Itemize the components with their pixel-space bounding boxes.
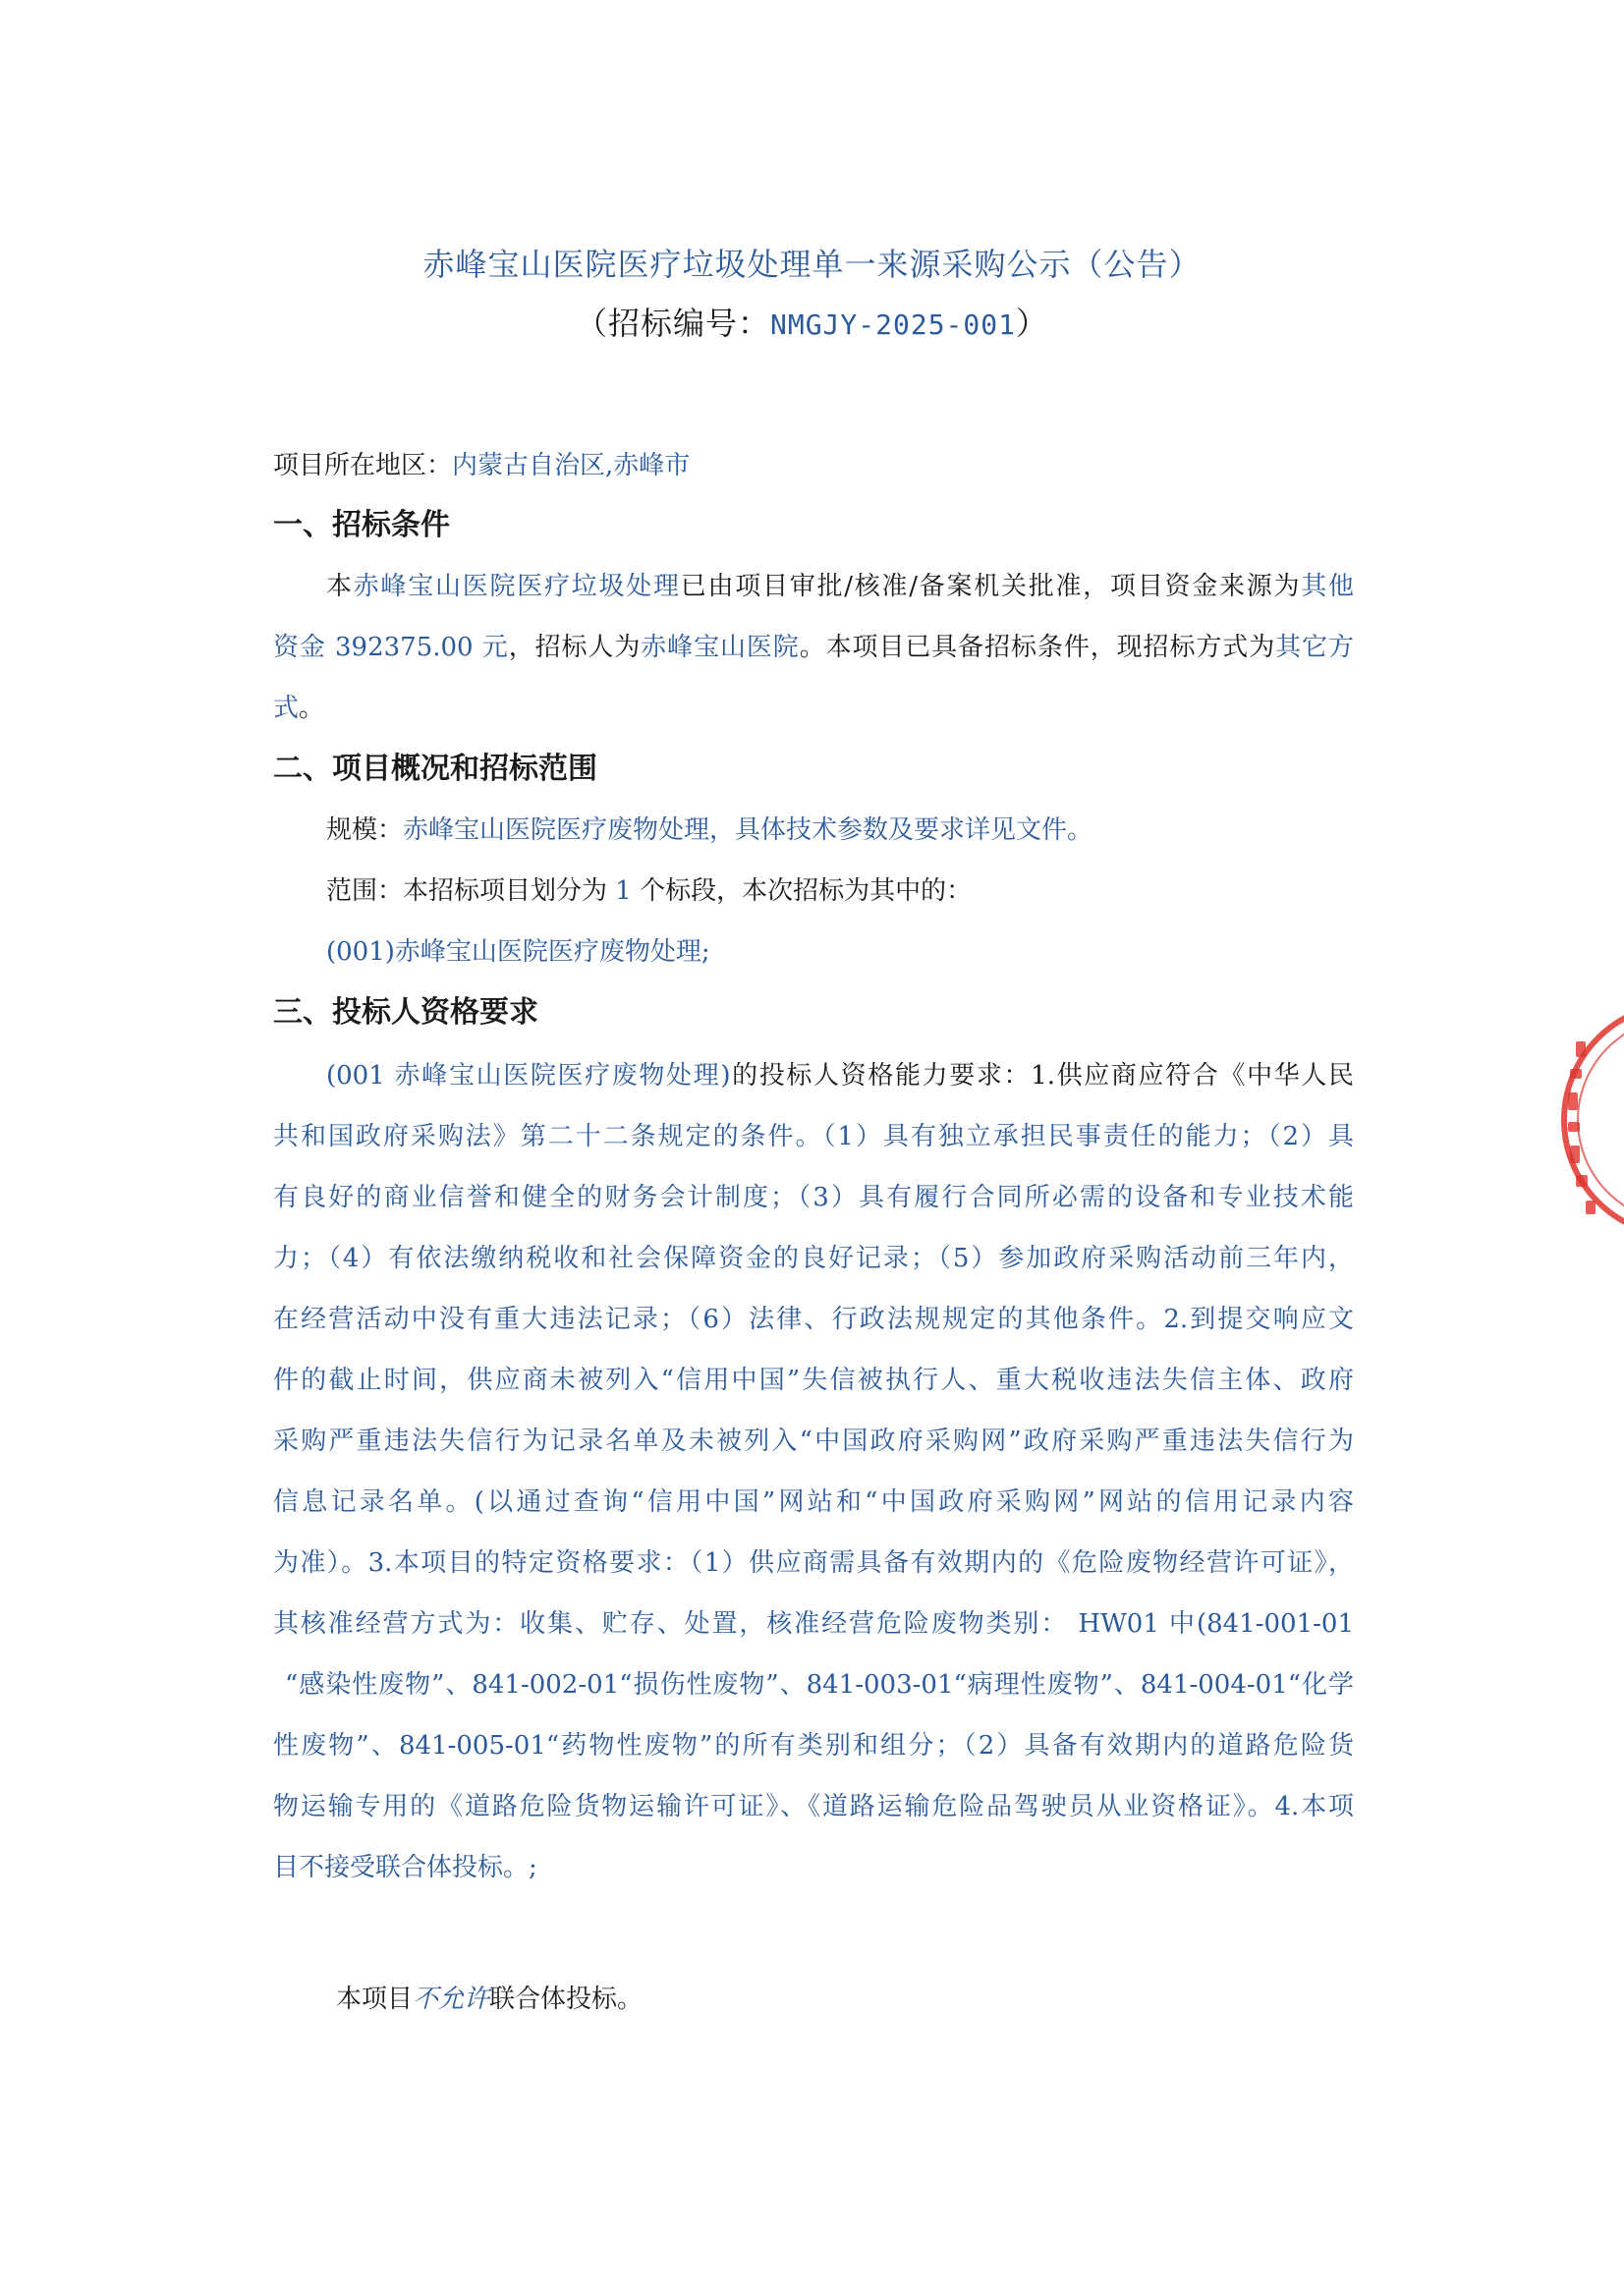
region-label: 项目所在地区： (273, 451, 453, 480)
requirement-line (273, 1728, 1354, 1763)
requirement-text: 为准）。3.本项目的特定资格要求：（1）供应商需具备有效期内的《危险废物经营许可证》， (273, 1548, 1354, 1578)
official-seal-icon (1533, 982, 1624, 1277)
requirement-line (273, 1241, 1354, 1276)
text-span: 范围：本招标项目划分为 (326, 876, 608, 906)
section3-heading: 三、投标人资格要求 (273, 995, 538, 1030)
requirement-line (285, 1667, 1354, 1703)
requirement-text: 共和国政府采购法》第二十二条规定的条件。（1）具有独立承担民事责任的能力；（2）具 (273, 1122, 1354, 1151)
project-scale (326, 812, 1092, 848)
section1-line (273, 691, 324, 726)
text-span: 本项目 (336, 1985, 414, 2014)
page-title: 赤峰宝山医院医疗垃圾处理单一来源采购公示（公告） (422, 246, 1202, 283)
requirement-text: 的投标人资格能力要求：1.供应商应符合《中华人民 (730, 1061, 1354, 1091)
text-span: 已由项目审批/核准/备案机关批准，项目资金来源为 (680, 572, 1302, 601)
requirement-text: 其核准经营方式为：收集、贮存、处置，核准经营危险废物类别： HW01 中(841-001-01 (273, 1609, 1354, 1639)
requirement-line (326, 1058, 1354, 1093)
text-span: 本 (326, 572, 354, 601)
project-region (273, 448, 690, 483)
requirement-text: 目不接受联合体投标。; (273, 1853, 537, 1882)
requirement-line (273, 1789, 1354, 1824)
region-value: 内蒙古自治区,赤峰市 (452, 451, 691, 480)
project-range (326, 873, 972, 909)
requirement-line (273, 1850, 537, 1885)
scale-value: 赤峰宝山医院医疗废物处理，具体技术参数及要求详见文件。 (403, 815, 1093, 845)
tenderer-name: 赤峰宝山医院 (641, 633, 800, 662)
text-span: 。 (299, 694, 325, 723)
requirement-text: 信息记录名单。(以通过查询“信用中国”网站和“中国政府采购网”网站的信用记录内容 (273, 1487, 1354, 1517)
requirement-line (273, 1119, 1354, 1154)
requirement-text: 有良好的商业信誉和健全的财务会计制度；（3）具有履行合同所必需的设备和专业技术能 (273, 1183, 1354, 1212)
section1-heading: 一、招标条件 (273, 508, 450, 542)
fund-source: 其他 (1301, 572, 1354, 601)
requirement-text: 在经营活动中没有重大违法记录；（6）法律、行政法规规定的其他条件。2.到提交响应文 (273, 1305, 1354, 1334)
requirement-text: 件的截止时间，供应商未被列入“信用中国”失信被执行人、重大税收违法失信主体、政府 (273, 1366, 1354, 1395)
requirement-text: 物运输专用的《道路危险货物运输许可证》、《道路运输危险品驾驶员从业资格证》。4.本项 (273, 1792, 1354, 1821)
requirement-line (273, 1545, 1354, 1581)
tender-method: 其它方 (1275, 633, 1354, 662)
tender-number-prefix: （招标编号： (575, 305, 770, 342)
requirement-line (273, 1302, 1354, 1337)
tender-method-end: 式 (273, 694, 300, 723)
lot-reference: (001 赤峰宝山医院医疗废物处理) (326, 1061, 731, 1091)
requirement-line (273, 1180, 1354, 1215)
consortium-status: 不允许 (413, 1985, 490, 2014)
requirement-text: 力；（4）有依法缴纳税收和社会保障资金的良好记录；（5）参加政府采购活动前三年内， (273, 1244, 1354, 1273)
fund-amount: 资金 392375.00 元 (273, 633, 509, 662)
requirement-text: 性废物”、841-005-01“药物性废物”的所有类别和组分；（2）具备有效期内的道路危险货 (273, 1731, 1354, 1761)
lot-count: 1 (615, 876, 632, 906)
section2-heading: 二、项目概况和招标范围 (273, 752, 597, 786)
tender-number-code: NMGJY-2025-001 (769, 308, 1016, 341)
text-span: ，招标人为 (508, 633, 642, 662)
section1-line (273, 630, 1354, 665)
requirement-text: 采购严重违法失信行为记录名单及未被列入“中国政府采购网”政府采购严重违法失信行为 (273, 1427, 1354, 1456)
requirement-line (273, 1484, 1354, 1520)
text-span: 。本项目已具备招标条件，现招标方式为 (799, 633, 1276, 662)
requirement-text: “感染性废物”、841-002-01“损伤性废物”、841-003-01“病理性废物”、841-004-01“化学 (285, 1670, 1354, 1700)
consortium-note (336, 1982, 643, 2017)
requirement-line (273, 1606, 1354, 1642)
requirement-line (273, 1363, 1354, 1398)
tender-number-suffix: ） (1016, 305, 1049, 342)
lot-item: (001)赤峰宝山医院医疗废物处理; (326, 937, 710, 967)
section1-line (326, 569, 1354, 604)
text-span: 个标段，本次招标为其中的： (640, 876, 973, 906)
project-name: 赤峰宝山医院医疗垃圾处理 (353, 572, 681, 601)
scale-label: 规模： (326, 815, 404, 845)
tender-number (0, 299, 1624, 344)
text-span: 联合体投标。 (489, 1985, 644, 2014)
requirement-line (273, 1424, 1354, 1459)
